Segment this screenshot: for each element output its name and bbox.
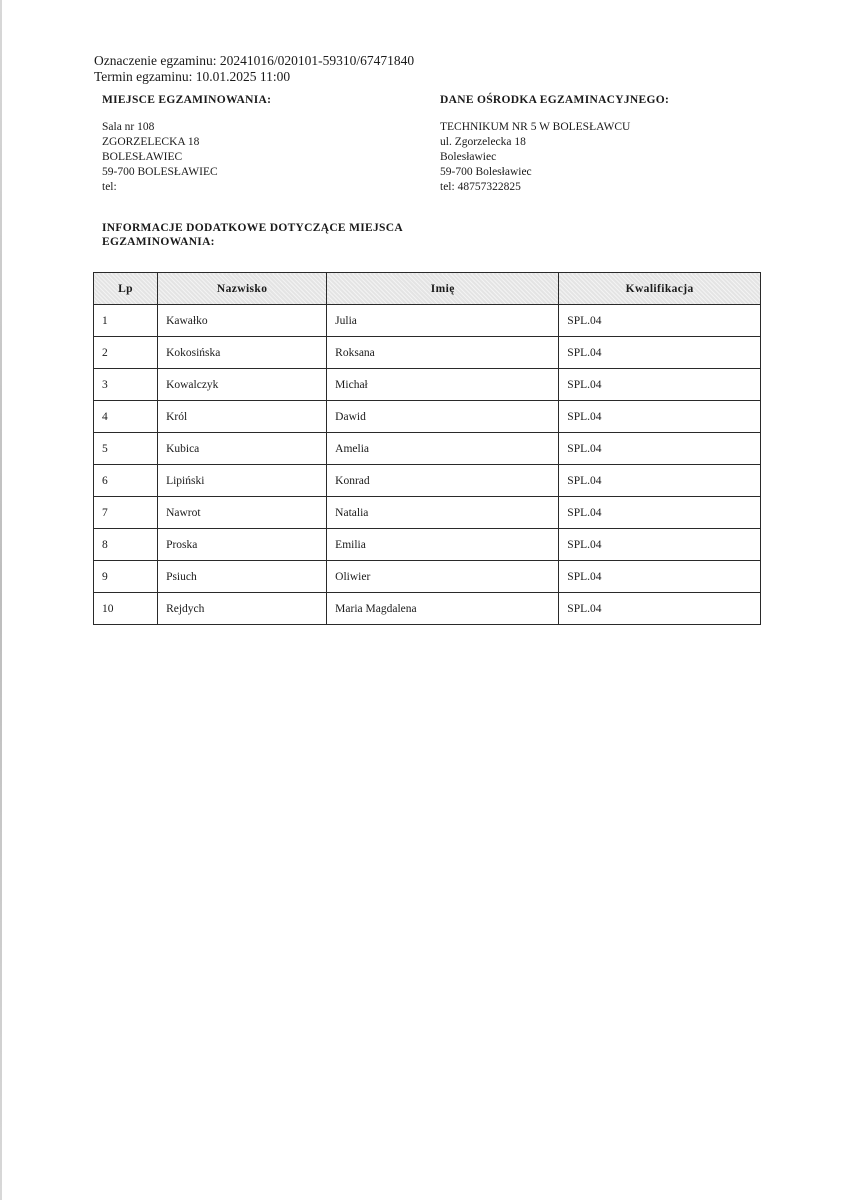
table-row: [94, 369, 761, 401]
cell-qualification: SPL.04: [559, 529, 761, 561]
cell-qualification: SPL.04: [559, 337, 761, 369]
cell-surname: Rejdych: [158, 593, 327, 625]
location-line: BOLESŁAWIEC: [102, 151, 183, 163]
cell-qualification: SPL.04: [559, 433, 761, 465]
table-row: [94, 593, 761, 625]
table-row: [94, 401, 761, 433]
cell-qualification: SPL.04: [559, 561, 761, 593]
exam-center-address: [440, 120, 630, 195]
cell-surname: Kokosińska: [158, 337, 327, 369]
location-line: tel:: [102, 181, 117, 193]
cell-surname: Nawrot: [158, 497, 327, 529]
cell-first-name: Emilia: [327, 529, 559, 561]
cell-surname: Kawałko: [158, 305, 327, 337]
cell-surname: Psiuch: [158, 561, 327, 593]
table-row: [94, 561, 761, 593]
students-table: [93, 272, 761, 625]
cell-first-name: Michał: [327, 369, 559, 401]
table-row: [94, 305, 761, 337]
cell-lp: 4: [94, 401, 158, 433]
table-row: [94, 337, 761, 369]
cell-lp: 10: [94, 593, 158, 625]
exam-center-title: DANE OŚRODKA EGZAMINACYJNEGO:: [440, 94, 670, 106]
center-line: 59-700 Bolesławiec: [440, 166, 532, 178]
cell-lp: 8: [94, 529, 158, 561]
cell-first-name: Dawid: [327, 401, 559, 433]
exam-designation: Oznaczenie egzaminu: 20241016/020101-59310/67471840: [94, 53, 415, 68]
cell-lp: 3: [94, 369, 158, 401]
header-qualification: Kwalifikacja: [559, 273, 761, 305]
cell-first-name: Amelia: [327, 433, 559, 465]
cell-lp: 7: [94, 497, 158, 529]
location-line: ZGORZELECKA 18: [102, 136, 200, 148]
cell-surname: Lipiński: [158, 465, 327, 497]
additional-info-title: INFORMACJE DODATKOWE DOTYCZĄCE MIEJSCA EGZAMINOWANIA:: [102, 222, 403, 248]
cell-qualification: SPL.04: [559, 465, 761, 497]
table-row: [94, 465, 761, 497]
cell-first-name: Roksana: [327, 337, 559, 369]
table-header-row: [94, 273, 761, 305]
table-row: [94, 497, 761, 529]
location-line: 59-700 BOLESŁAWIEC: [102, 166, 218, 178]
cell-surname: Proska: [158, 529, 327, 561]
center-line: TECHNIKUM NR 5 W BOLESŁAWCU: [440, 121, 631, 133]
cell-lp: 1: [94, 305, 158, 337]
cell-qualification: SPL.04: [559, 401, 761, 433]
exam-header: [94, 53, 414, 85]
header-first-name: Imię: [327, 273, 559, 305]
cell-first-name: Maria Magdalena: [327, 593, 559, 625]
exam-location-address: [102, 120, 218, 195]
cell-lp: 2: [94, 337, 158, 369]
cell-surname: Kowalczyk: [158, 369, 327, 401]
cell-surname: Król: [158, 401, 327, 433]
page-edge: [0, 0, 2, 1200]
table-row: [94, 433, 761, 465]
exam-term: Termin egzaminu: 10.01.2025 11:00: [94, 69, 291, 84]
cell-qualification: SPL.04: [559, 369, 761, 401]
cell-first-name: Julia: [327, 305, 559, 337]
center-line: tel: 48757322825: [440, 181, 521, 193]
cell-first-name: Oliwier: [327, 561, 559, 593]
cell-lp: 5: [94, 433, 158, 465]
cell-lp: 6: [94, 465, 158, 497]
location-line: Sala nr 108: [102, 121, 155, 133]
center-line: ul. Zgorzelecka 18: [440, 136, 526, 148]
cell-first-name: Konrad: [327, 465, 559, 497]
cell-qualification: SPL.04: [559, 305, 761, 337]
table-row: [94, 529, 761, 561]
cell-lp: 9: [94, 561, 158, 593]
cell-qualification: SPL.04: [559, 593, 761, 625]
cell-qualification: SPL.04: [559, 497, 761, 529]
center-line: Bolesławiec: [440, 151, 497, 163]
cell-first-name: Natalia: [327, 497, 559, 529]
header-lp: Lp: [94, 273, 158, 305]
header-surname: Nazwisko: [158, 273, 327, 305]
cell-surname: Kubica: [158, 433, 327, 465]
exam-location-title: MIEJSCE EGZAMINOWANIA:: [102, 94, 272, 106]
